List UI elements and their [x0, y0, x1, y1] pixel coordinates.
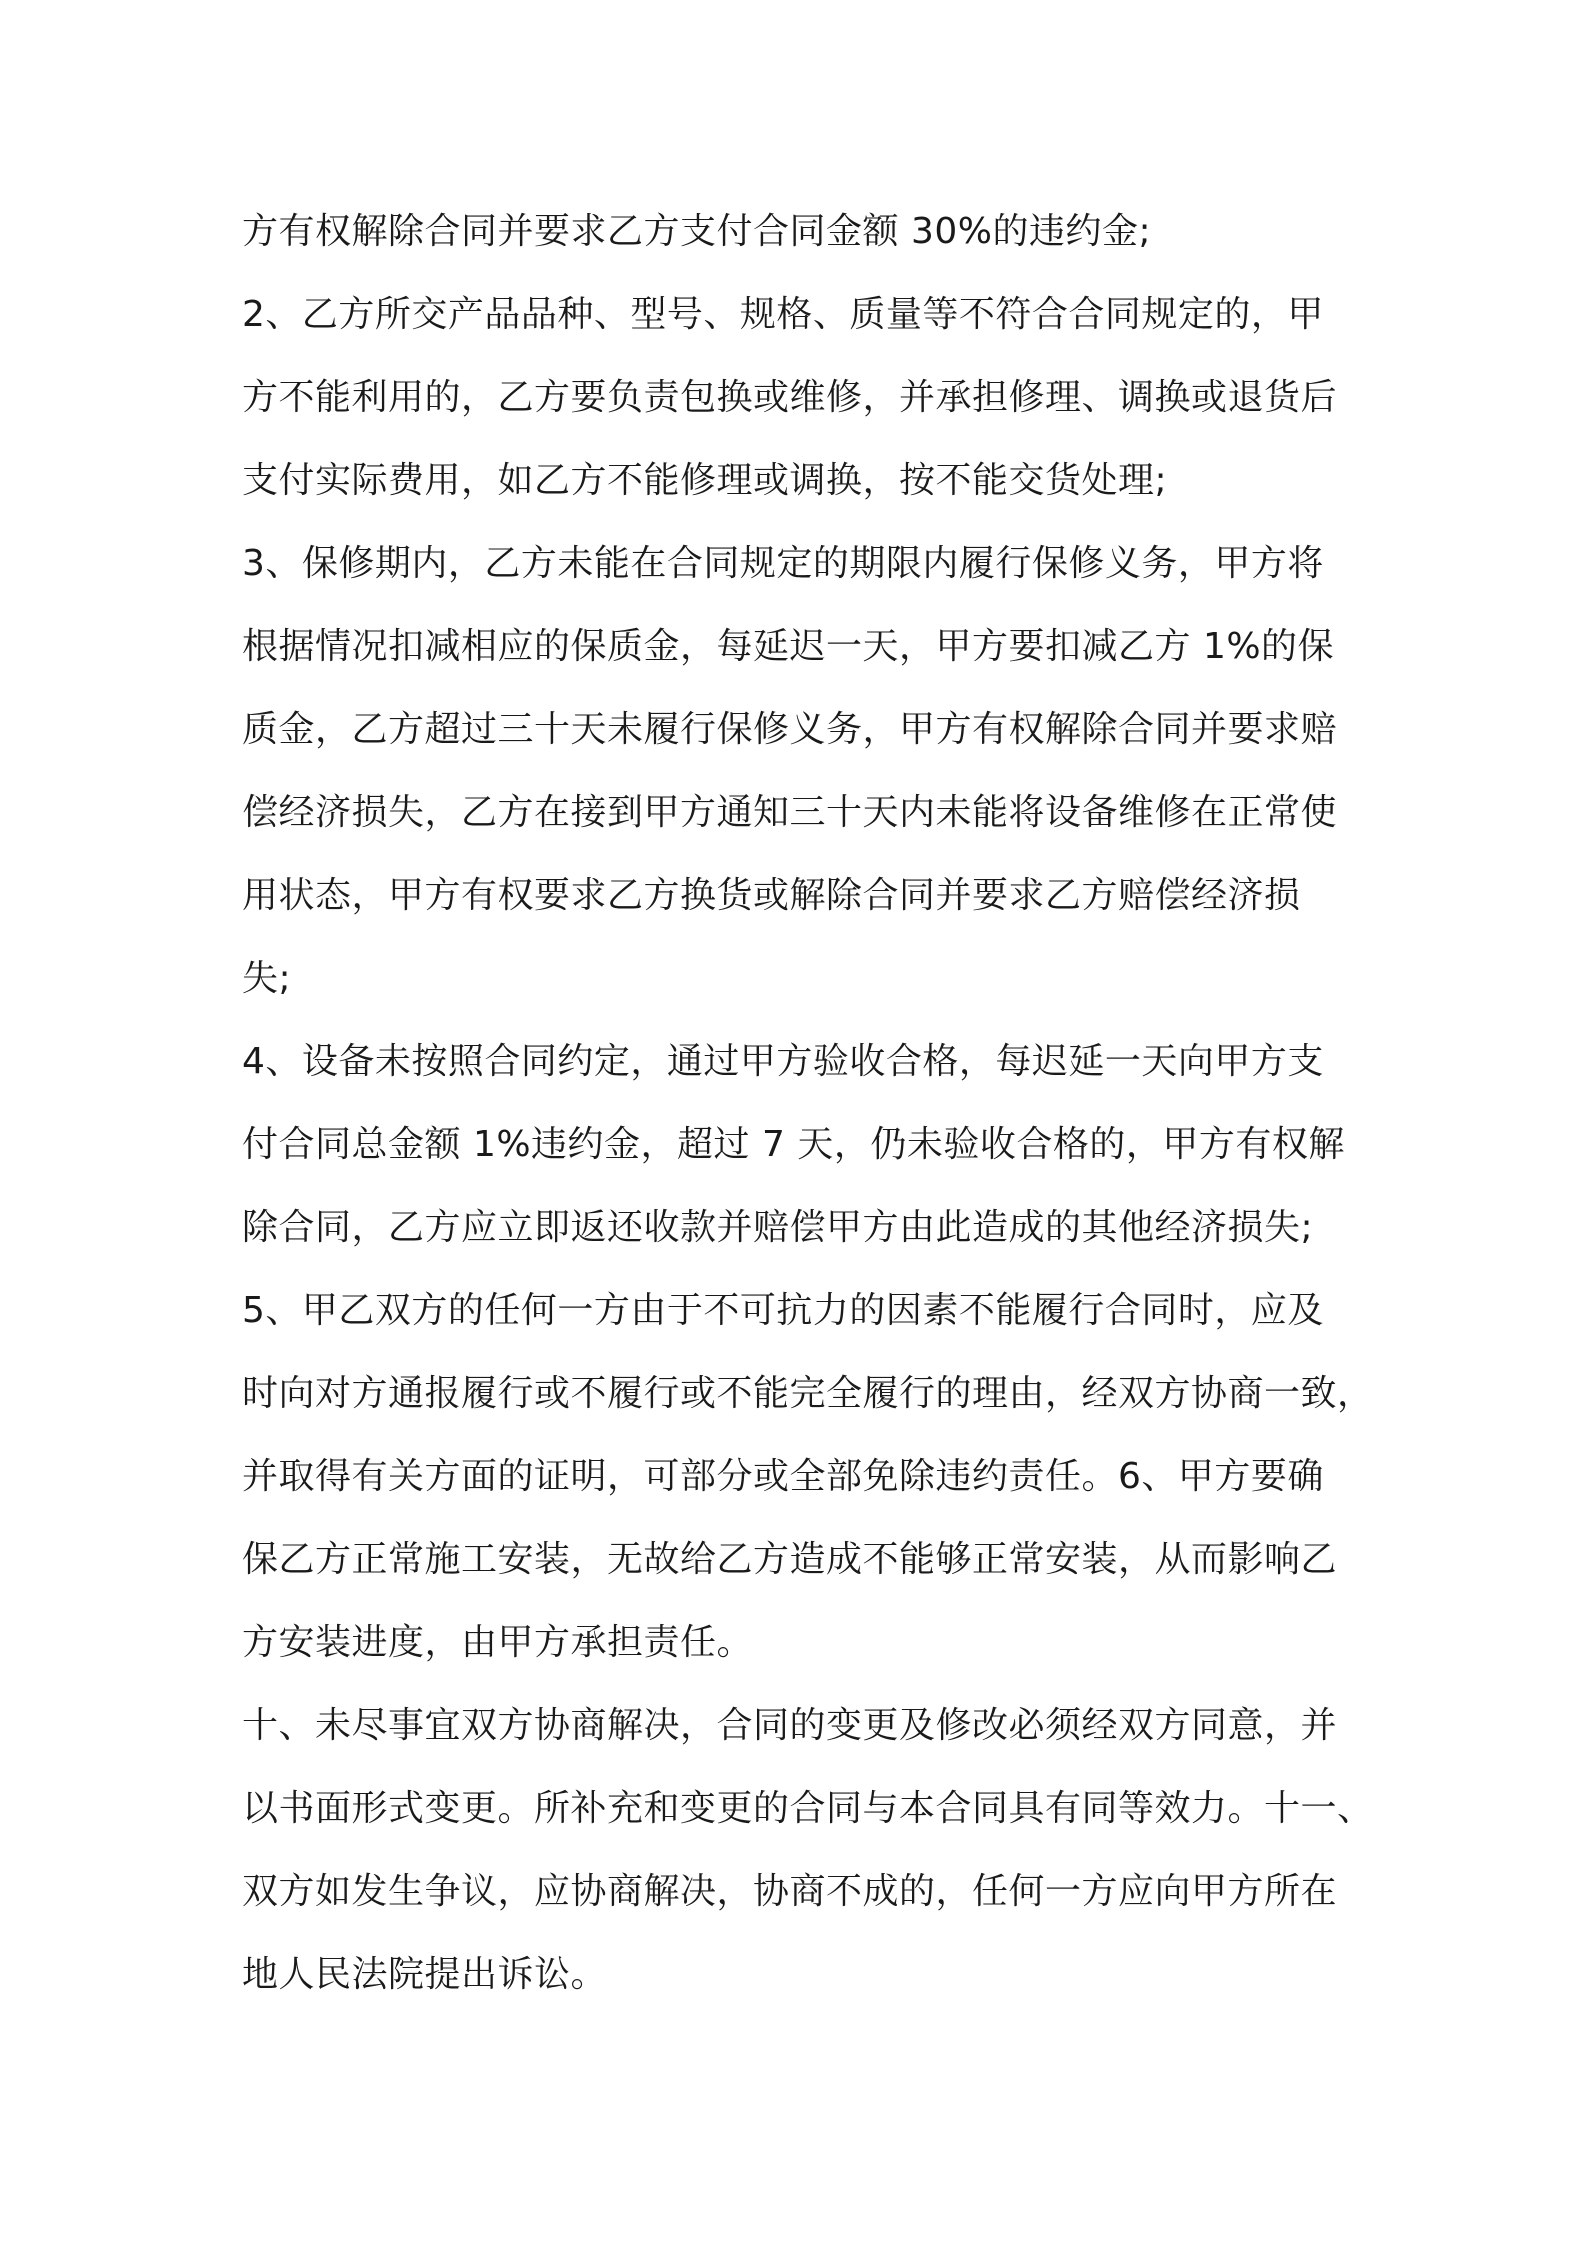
text-line: 方安装进度，由甲方承担责任。	[242, 1622, 754, 1663]
text-line: 支付实际费用，如乙方不能修理或调换，按不能交货处理;	[242, 460, 1168, 501]
text-line: 3、保修期内，乙方未能在合同规定的期限内履行保修义务，甲方将	[242, 543, 1324, 584]
text-line: 方不能利用的，乙方要负责包换或维修，并承担修理、调换或退货后	[242, 377, 1338, 418]
text-line: 失;	[242, 958, 292, 999]
text-line: 偿经济损失，乙方在接到甲方通知三十天内未能将设备维修在正常使	[242, 792, 1338, 833]
text-line: 根据情况扣减相应的保质金，每延迟一天，甲方要扣减乙方 1%的保	[242, 626, 1335, 667]
text-line: 4、设备未按照合同约定，通过甲方验收合格，每迟延一天向甲方支	[242, 1041, 1324, 1082]
text-line: 方有权解除合同并要求乙方支付合同金额 30%的违约金;	[242, 211, 1152, 252]
text-line: 时向对方通报履行或不履行或不能完全履行的理由，经双方协商一致，	[242, 1373, 1374, 1414]
document-body	[242, 190, 1372, 2016]
text-line: 以书面形式变更。所补充和变更的合同与本合同具有同等效力。十一、	[242, 1788, 1374, 1829]
text-line: 2、乙方所交产品品种、型号、规格、质量等不符合合同规定的，甲	[242, 294, 1324, 335]
text-line: 除合同，乙方应立即返还收款并赔偿甲方由此造成的其他经济损失;	[242, 1207, 1314, 1248]
text-line: 质金，乙方超过三十天未履行保修义务，甲方有权解除合同并要求赔	[242, 709, 1338, 750]
text-line: 付合同总金额 1%违约金，超过 7 天，仍未验收合格的，甲方有权解	[242, 1124, 1345, 1165]
text-line: 并取得有关方面的证明，可部分或全部免除违约责任。6、甲方要确	[242, 1456, 1324, 1497]
text-line: 用状态，甲方有权要求乙方换货或解除合同并要求乙方赔偿经济损	[242, 875, 1301, 916]
text-line: 5、甲乙双方的任何一方由于不可抗力的因素不能履行合同时，应及	[242, 1290, 1324, 1331]
text-line: 十、未尽事宜双方协商解决，合同的变更及修改必须经双方同意，并	[242, 1705, 1338, 1746]
text-line: 地人民法院提出诉讼。	[242, 1954, 608, 1995]
text-line: 双方如发生争议，应协商解决，协商不成的，任何一方应向甲方所在	[242, 1871, 1338, 1912]
text-line: 保乙方正常施工安装，无故给乙方造成不能够正常安装，从而影响乙	[242, 1539, 1338, 1580]
